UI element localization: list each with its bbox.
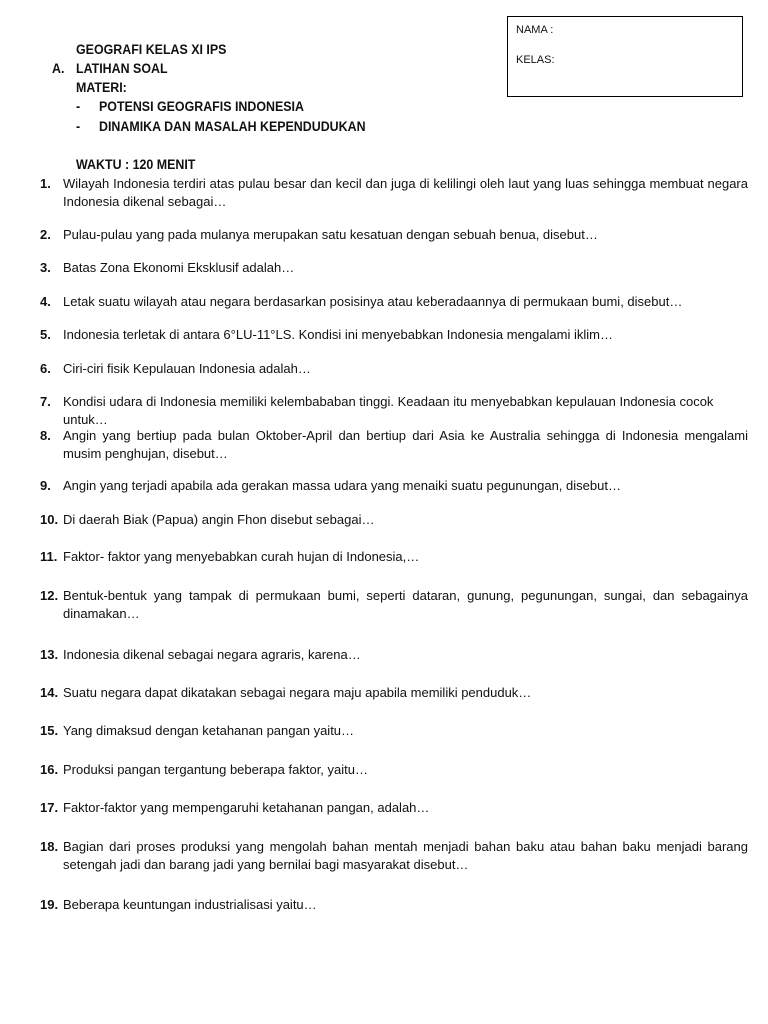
question-item bbox=[40, 587, 748, 623]
question-item bbox=[40, 175, 748, 211]
question-item bbox=[40, 293, 748, 311]
question-number: 16. bbox=[40, 762, 59, 777]
topic-item: DINAMIKA DAN MASALAH KEPENDUDUKAN bbox=[99, 119, 366, 134]
question-number: 4. bbox=[40, 294, 51, 309]
section-title: LATIHAN SOAL bbox=[76, 61, 168, 76]
question-number: 12. bbox=[40, 588, 59, 603]
question-text: Angin yang terjadi apabila ada gerakan massa udara yang menaiki suatu pegunungan, disebut… bbox=[63, 478, 621, 493]
question-text: Wilayah Indonesia terdiri atas pulau besar dan kecil dan juga di kelilingi oleh laut yang luas sehingga membuat negara Indonesia dikenal sebagai… bbox=[63, 176, 748, 209]
question-number: 11. bbox=[40, 549, 58, 564]
topic-bullet: - bbox=[76, 99, 81, 114]
question-item bbox=[40, 722, 748, 740]
question-item bbox=[40, 761, 748, 779]
question-item bbox=[40, 896, 748, 914]
question-item bbox=[40, 226, 748, 244]
question-text: Bentuk-bentuk yang tampak di permukaan bumi, seperti dataran, gunung, pegunungan, sungai, dan sebagainya dinamakan… bbox=[63, 588, 748, 621]
question-item bbox=[40, 511, 748, 529]
question-text: Faktor-faktor yang mempengaruhi ketahanan pangan, adalah… bbox=[63, 800, 430, 815]
question-number: 15. bbox=[40, 723, 59, 738]
question-text: Kondisi udara di Indonesia memiliki kelembababan tinggi. Keadaan itu menyebabkan kepulauan Indonesia cocok untuk… bbox=[63, 394, 714, 427]
question-text: Produksi pangan tergantung beberapa faktor, yaitu… bbox=[63, 762, 368, 777]
question-text: Angin yang bertiup pada bulan Oktober-April dan bertiup dari Asia ke Australia sehingga di Indonesia mengalami musim penghujan, disebut… bbox=[63, 428, 748, 461]
section-letter: A. bbox=[52, 61, 65, 76]
question-text: Beberapa keuntungan industrialisasi yaitu… bbox=[63, 897, 317, 912]
question-item bbox=[40, 326, 748, 344]
question-text: Suatu negara dapat dikatakan sebagai negara maju apabila memiliki penduduk… bbox=[63, 685, 532, 700]
question-item bbox=[40, 646, 748, 664]
question-item bbox=[40, 684, 748, 702]
question-item bbox=[40, 838, 748, 874]
question-number: 19. bbox=[40, 897, 59, 912]
question-number: 3. bbox=[40, 260, 51, 275]
question-number: 14. bbox=[40, 685, 59, 700]
materi-label: MATERI: bbox=[76, 80, 127, 95]
kelas-label: KELAS: bbox=[516, 54, 555, 66]
question-text: Ciri-ciri fisik Kepulauan Indonesia adalah… bbox=[63, 361, 311, 376]
waktu-label: WAKTU : 120 MENIT bbox=[76, 157, 196, 172]
question-number: 9. bbox=[40, 478, 51, 493]
question-number: 5. bbox=[40, 327, 51, 342]
question-item bbox=[40, 799, 748, 817]
subject-title: GEOGRAFI KELAS XI IPS bbox=[76, 42, 227, 57]
question-number: 7. bbox=[40, 394, 51, 409]
question-number: 18. bbox=[40, 839, 59, 854]
question-number: 17. bbox=[40, 800, 59, 815]
question-number: 8. bbox=[40, 428, 51, 443]
question-item bbox=[40, 360, 748, 378]
question-item bbox=[40, 427, 748, 463]
question-number: 13. bbox=[40, 647, 59, 662]
question-text: Indonesia terletak di antara 6°LU-11°LS. Kondisi ini menyebabkan Indonesia mengalami iklim… bbox=[63, 327, 613, 342]
question-text: Faktor- faktor yang menyebabkan curah hujan di Indonesia,… bbox=[63, 549, 420, 564]
question-text: Yang dimaksud dengan ketahanan pangan yaitu… bbox=[63, 723, 355, 738]
student-id-box bbox=[507, 16, 743, 97]
question-text: Indonesia dikenal sebagai negara agraris, karena… bbox=[63, 647, 361, 662]
question-number: 2. bbox=[40, 227, 51, 242]
question-item bbox=[40, 548, 748, 566]
topic-item: POTENSI GEOGRAFIS INDONESIA bbox=[99, 99, 304, 114]
question-text: Batas Zona Ekonomi Eksklusif adalah… bbox=[63, 260, 295, 275]
question-text: Pulau-pulau yang pada mulanya merupakan satu kesatuan dengan sebuah benua, disebut… bbox=[63, 227, 598, 242]
question-text: Bagian dari proses produksi yang mengolah bahan mentah menjadi bahan baku atau bahan baku menjadi barang setengah jadi dan barang jadi yang bernilai bagi masyarakat disebut… bbox=[63, 839, 748, 872]
question-text: Letak suatu wilayah atau negara berdasarkan posisinya atau keberadaannya di permukaan bumi, disebut… bbox=[63, 294, 683, 309]
question-number: 10. bbox=[40, 512, 59, 527]
question-item bbox=[40, 393, 748, 429]
question-number: 1. bbox=[40, 176, 51, 191]
topic-bullet: - bbox=[76, 119, 81, 134]
question-number: 6. bbox=[40, 361, 51, 376]
question-text: Di daerah Biak (Papua) angin Fhon disebut sebagai… bbox=[63, 512, 375, 527]
question-item bbox=[40, 259, 748, 277]
question-item bbox=[40, 477, 748, 495]
nama-label: NAMA : bbox=[516, 24, 554, 36]
